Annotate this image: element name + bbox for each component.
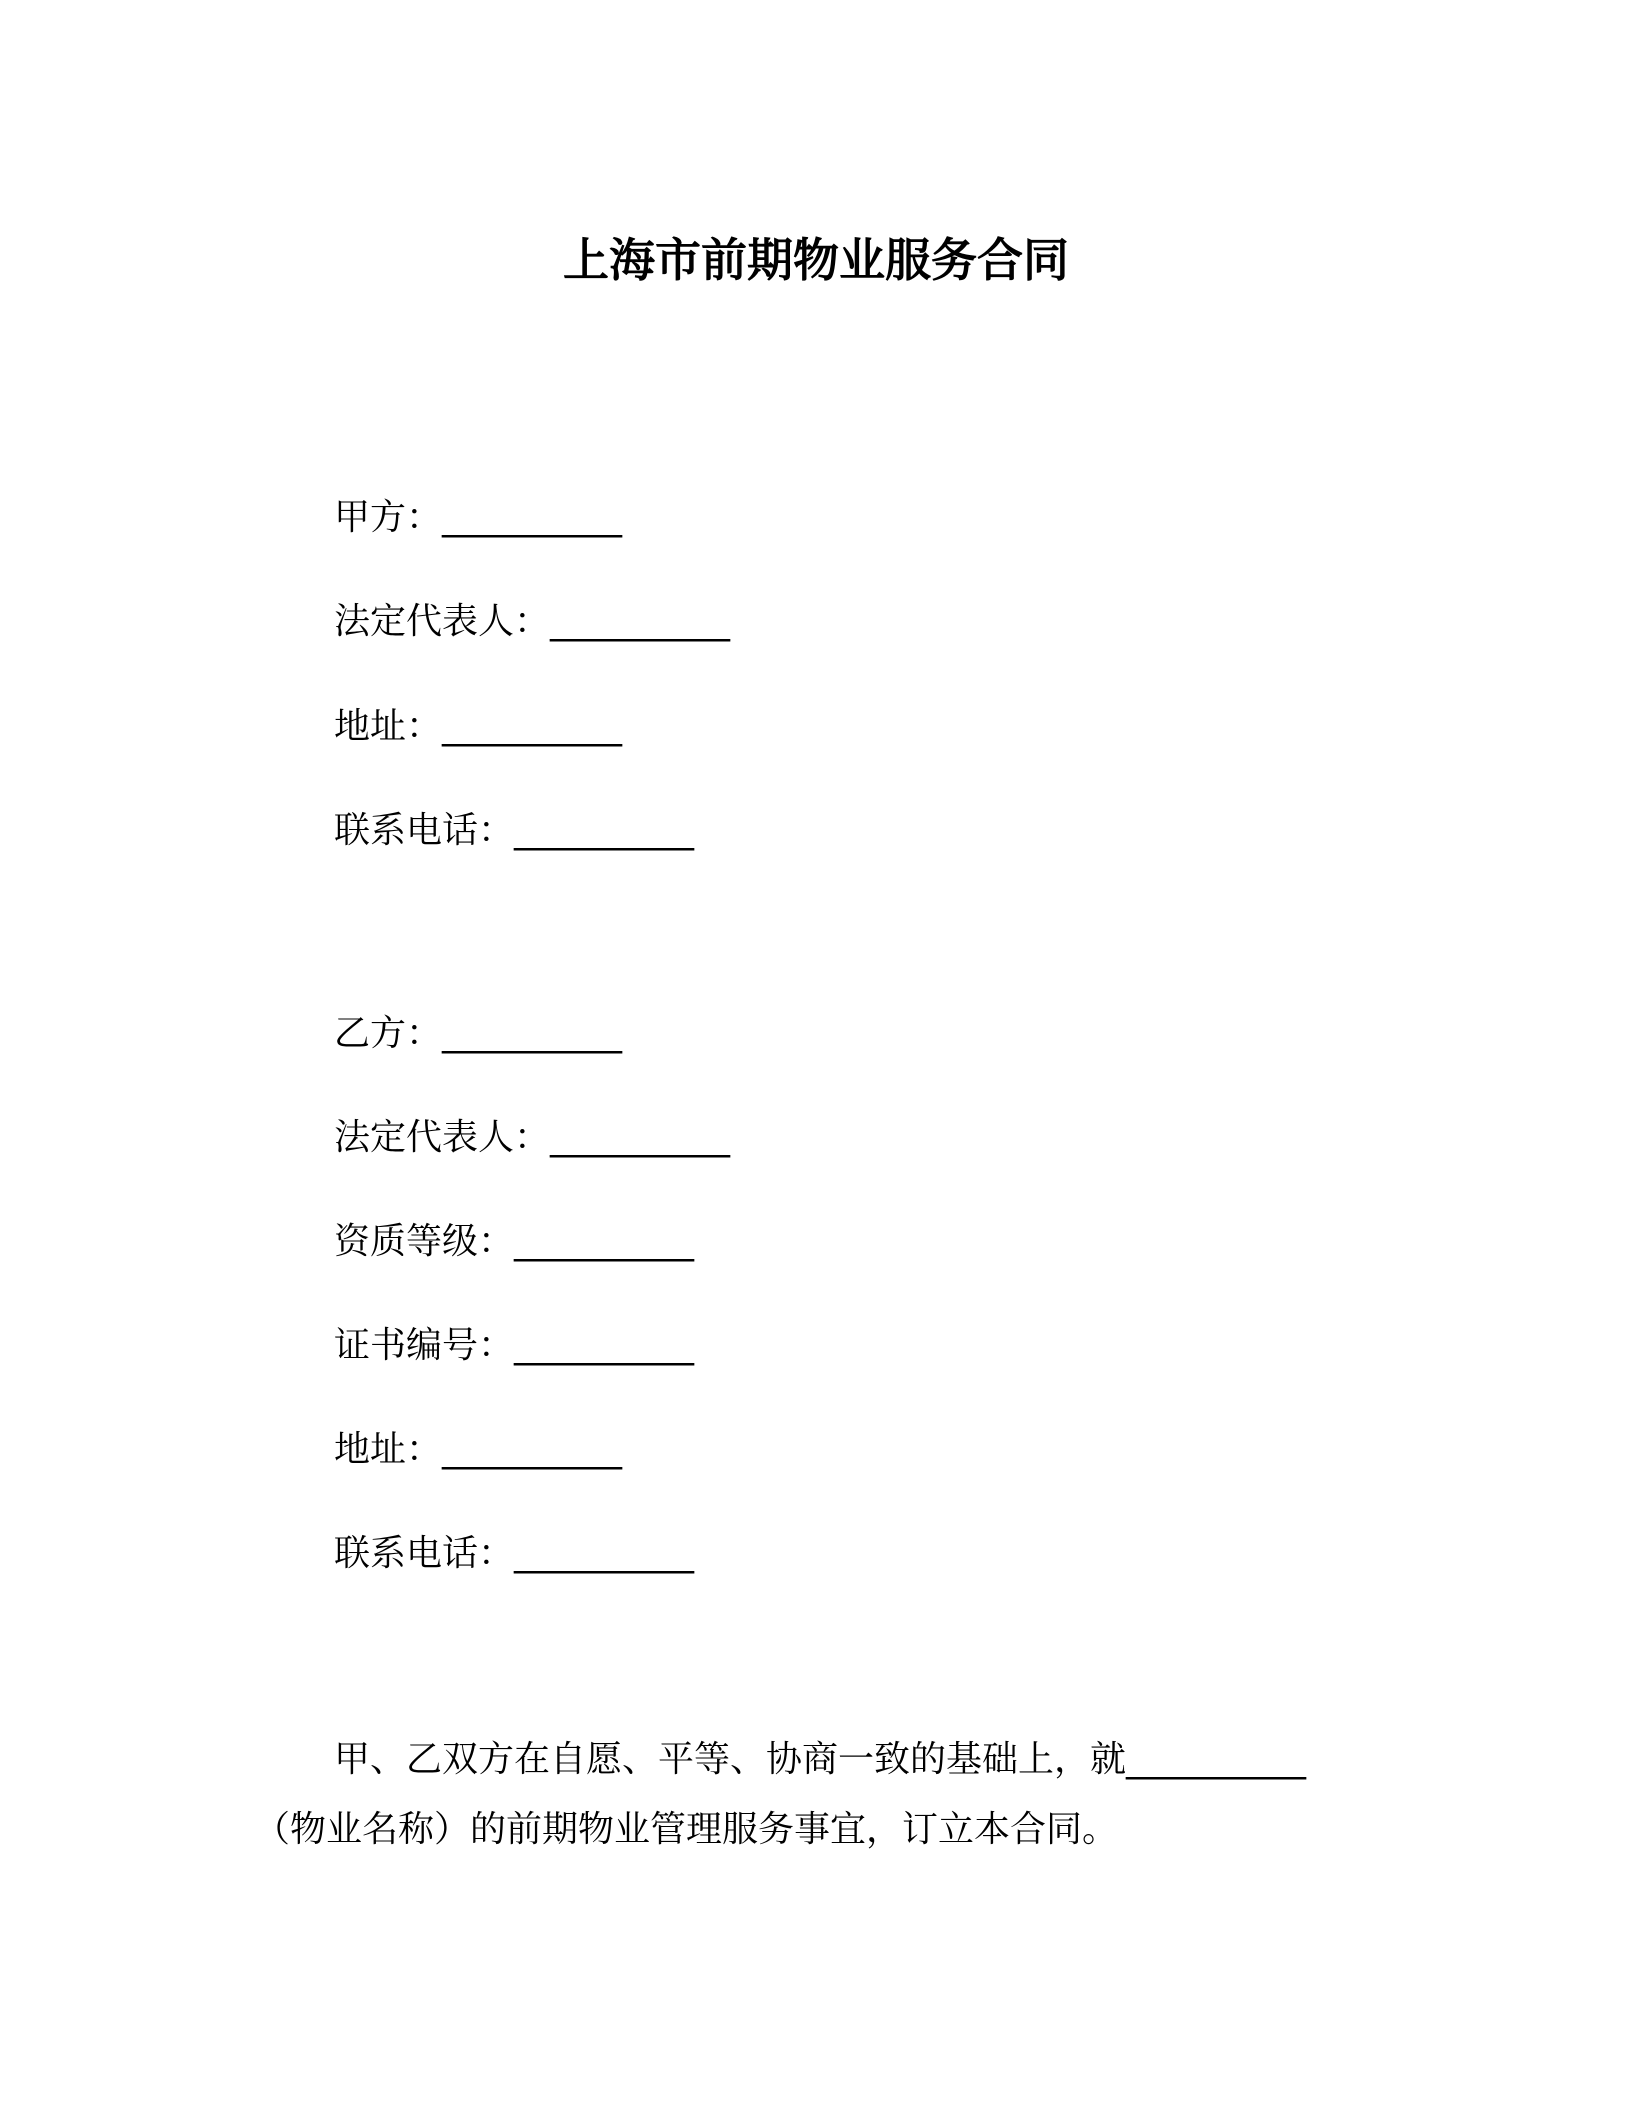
party-b-phone-field: 联系电话：__________: [334, 1533, 695, 1574]
party-b-address-field: 地址：__________: [334, 1429, 623, 1470]
party-b-name-field: 乙方：__________: [334, 1013, 623, 1054]
party-a-legal-representative-field: 法定代表人：__________: [334, 601, 731, 642]
intro-paragraph-line-1: 甲、乙双方在自愿、平等、协商一致的基础上，就__________: [334, 1739, 1307, 1780]
party-b-qualification-level-field: 资质等级：__________: [334, 1221, 695, 1262]
party-a-address-field: 地址：__________: [334, 706, 623, 747]
party-b-legal-representative-field: 法定代表人：__________: [334, 1117, 731, 1158]
intro-paragraph-line-2: （物业名称）的前期物业管理服务事宜，订立本合同。: [254, 1809, 1119, 1850]
party-b-certificate-number-field: 证书编号：__________: [334, 1325, 695, 1366]
party-a-phone-field: 联系电话：__________: [334, 810, 695, 851]
party-a-name-field: 甲方：__________: [334, 497, 623, 538]
document-title: 上海市前期物业服务合同: [563, 233, 1069, 287]
